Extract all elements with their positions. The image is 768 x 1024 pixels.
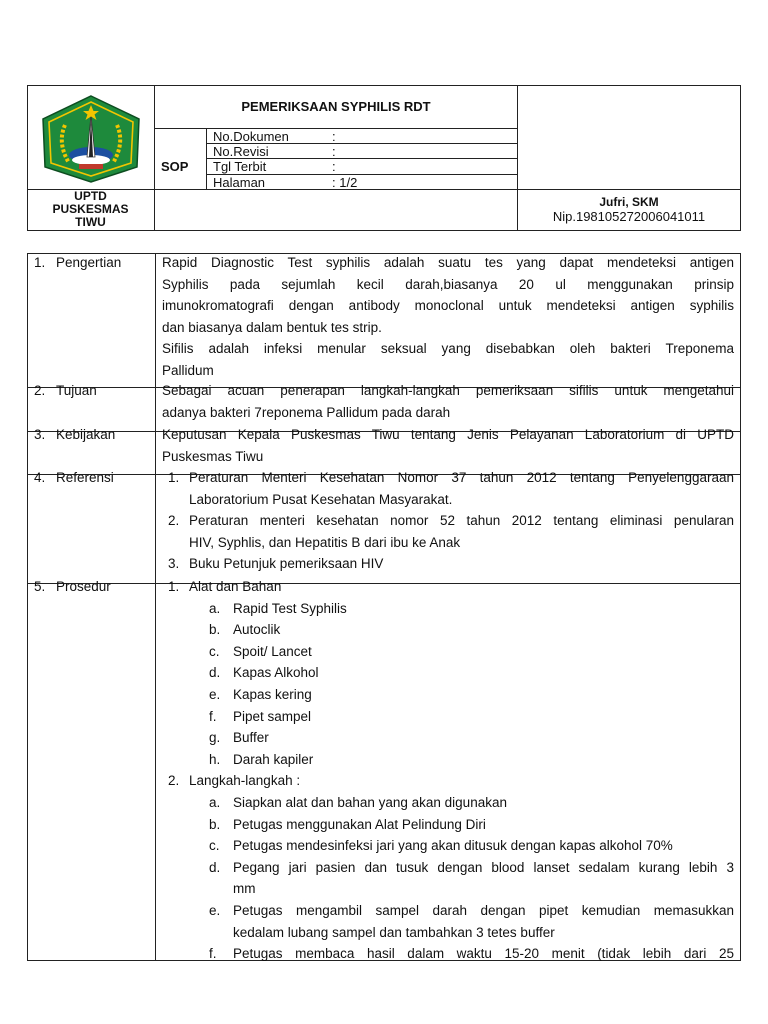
section-number: 4. bbox=[34, 470, 46, 485]
text-line: Petugas menggunakan Alat Pelindung Diri bbox=[233, 816, 486, 832]
text-line: Darah kapiler bbox=[233, 751, 314, 767]
list-letter: f. bbox=[209, 708, 217, 724]
section-title: Pengertian bbox=[56, 255, 122, 270]
text-line: HIV, Syphlis, dan Hepatitis B dari ibu ke Anak bbox=[189, 534, 461, 550]
text-line: Kapas kering bbox=[233, 686, 312, 702]
list-item bbox=[162, 553, 734, 575]
list-item-langkah bbox=[162, 770, 734, 792]
subsection-title: Alat dan Bahan bbox=[189, 579, 282, 594]
list-item bbox=[162, 510, 734, 553]
list-letter: e. bbox=[209, 902, 221, 918]
text-line: imunokromatografi dengan antibody monoclonal untuk mendeteksi antigen syphilis bbox=[162, 298, 734, 314]
header-title-underline bbox=[154, 128, 518, 129]
text-line: Pipet sampel bbox=[233, 708, 312, 724]
organization-name bbox=[27, 190, 154, 229]
list-number: 1. bbox=[168, 579, 180, 594]
text-line: dan biasanya dalam bentuk tes strip. bbox=[162, 319, 382, 335]
section-number: 5. bbox=[34, 579, 46, 594]
list-letter: g. bbox=[209, 730, 221, 746]
text-line: Buku Petunjuk pemeriksaan HIV bbox=[189, 556, 384, 572]
text-line: Peraturan Menteri Kesehatan Nomor 37 tahun 2012 tentang Penyelenggaraan bbox=[189, 470, 734, 485]
text-line: Rapid Diagnostic Test syphilis adalah suatu tes yang dapat mendeteksi antigen bbox=[162, 255, 734, 270]
org-line-1: UPTD bbox=[74, 189, 107, 203]
list-item bbox=[162, 727, 734, 749]
list-letter: d. bbox=[209, 859, 221, 875]
list-letter: e. bbox=[209, 686, 221, 702]
section-title: Referensi bbox=[56, 470, 114, 485]
puskesmas-logo-icon bbox=[35, 93, 147, 185]
list-letter: h. bbox=[209, 751, 221, 767]
header-border-top bbox=[27, 85, 741, 86]
field-tgl-terbit-label: Tgl Terbit bbox=[213, 159, 267, 174]
section-title: Prosedur bbox=[56, 579, 111, 594]
list-number: 3. bbox=[168, 556, 180, 572]
list-letter: d. bbox=[209, 665, 221, 681]
list-item-alat-bahan bbox=[162, 576, 734, 598]
section-number: 1. bbox=[34, 255, 46, 270]
sop-content-table bbox=[27, 253, 741, 961]
org-line-2: PUSKESMAS bbox=[52, 202, 129, 216]
section-title: Kebijakan bbox=[56, 427, 116, 442]
section-body-prosedur bbox=[162, 576, 734, 965]
org-line-3: TIWU bbox=[75, 215, 106, 229]
text-line: Petugas membaca hasil dalam waktu 15-20 menit (tidak lebih dari 25 bbox=[233, 946, 734, 962]
text-line: Pegang jari pasien dan tusuk dengan blood lanset sedalam kurang lebih 3 bbox=[233, 859, 734, 875]
signer-nip: Nip.198105272006041011 bbox=[552, 209, 706, 224]
section-body-pengertian bbox=[162, 252, 734, 382]
sop-label: SOP bbox=[161, 159, 189, 174]
text-line: Spoit/ Lancet bbox=[233, 643, 312, 659]
text-line: Kapas Alkohol bbox=[233, 665, 319, 681]
text-line: Peraturan menteri kesehatan nomor 52 tahun 2012 tentang eliminasi penularan bbox=[189, 513, 734, 529]
list-number: 2. bbox=[168, 513, 180, 529]
section-label-tujuan bbox=[34, 380, 97, 402]
list-letter: b. bbox=[209, 816, 221, 832]
field-no-revisi-label: No.Revisi bbox=[213, 144, 269, 159]
list-letter: c. bbox=[209, 838, 220, 854]
list-item bbox=[162, 467, 734, 510]
text-line: Petugas mendesinfeksi jari yang akan ditusuk dengan kapas alkohol 70% bbox=[233, 838, 673, 854]
text-line: Sebagai acuan penerapan langkah-langkah pemeriksaan sifilis untuk mengetahui bbox=[162, 383, 734, 398]
list-letter: a. bbox=[209, 794, 221, 810]
text-line: Petugas mengambil sampel darah dengan pipet kemudian memasukkan bbox=[233, 902, 734, 918]
field-halaman-value: : 1/2 bbox=[332, 175, 358, 190]
text-line: Autoclik bbox=[233, 622, 281, 638]
field-no-dokumen-value: : bbox=[332, 129, 336, 144]
text-line: Keputusan Kepala Puskesmas Tiwu tentang Jenis Pelayanan Laboratorium di UPTD bbox=[162, 427, 734, 442]
section-body-kebijakan bbox=[162, 424, 734, 467]
list-item bbox=[162, 662, 734, 684]
list-number: 1. bbox=[168, 470, 180, 485]
content-column-divider bbox=[155, 254, 156, 960]
text-line: mm bbox=[233, 881, 256, 897]
text-line: Rapid Test Syphilis bbox=[233, 600, 347, 616]
list-item bbox=[162, 684, 734, 706]
text-line: Laboratorium Pusat Kesehatan Masyarakat. bbox=[189, 491, 453, 507]
section-body-tujuan bbox=[162, 380, 734, 423]
section-label-prosedur bbox=[34, 576, 111, 598]
subsection-title: Langkah-langkah : bbox=[189, 773, 301, 789]
field-no-dokumen-label: No.Dokumen bbox=[213, 129, 289, 144]
list-letter: f. bbox=[209, 946, 217, 962]
list-item bbox=[162, 900, 734, 943]
signer-name: Jufri, SKM bbox=[599, 195, 659, 209]
text-line: adanya bakteri 7reponema Pallidum pada darah bbox=[162, 404, 451, 420]
section-label-kebijakan bbox=[34, 424, 115, 446]
header-border-right bbox=[740, 85, 741, 231]
list-item bbox=[162, 943, 734, 965]
text-line: kedalam lubang sampel dan tambahkan 3 tetes buffer bbox=[233, 924, 555, 940]
list-letter: c. bbox=[209, 643, 220, 659]
list-letter: b. bbox=[209, 622, 221, 638]
list-item bbox=[162, 857, 734, 900]
list-number: 2. bbox=[168, 773, 180, 789]
section-body-referensi bbox=[162, 467, 734, 575]
list-item bbox=[162, 835, 734, 857]
section-number: 2. bbox=[34, 383, 46, 398]
section-number: 3. bbox=[34, 427, 46, 442]
field-no-revisi-value: : bbox=[332, 144, 336, 159]
list-letter: a. bbox=[209, 600, 221, 616]
list-item bbox=[162, 792, 734, 814]
text-line: Buffer bbox=[233, 730, 269, 746]
field-tgl-terbit-value: : bbox=[332, 159, 336, 174]
document-header bbox=[27, 85, 741, 231]
section-label-referensi bbox=[34, 467, 114, 489]
list-item bbox=[162, 598, 734, 620]
list-item bbox=[162, 641, 734, 663]
text-line: Sifilis adalah infeksi menular seksual yang disebabkan oleh bakteri Treponema bbox=[162, 341, 734, 357]
text-line: Pallidum bbox=[162, 362, 214, 378]
section-title: Tujuan bbox=[56, 383, 97, 398]
text-line: Syphilis pada sejumlah kecil darah,biasanya 20 ul menggunakan prinsip bbox=[162, 276, 734, 292]
text-line: Siapkan alat dan bahan yang akan digunakan bbox=[233, 794, 507, 810]
text-line: Puskesmas Tiwu bbox=[162, 448, 264, 464]
list-item bbox=[162, 619, 734, 641]
header-border-bottom bbox=[27, 230, 741, 231]
document-title: PEMERIKSAAN SYPHILIS RDT bbox=[241, 99, 431, 114]
list-item bbox=[162, 706, 734, 728]
field-halaman-label: Halaman bbox=[213, 175, 266, 190]
list-item bbox=[162, 749, 734, 771]
section-label-pengertian bbox=[34, 252, 121, 274]
list-item bbox=[162, 814, 734, 836]
